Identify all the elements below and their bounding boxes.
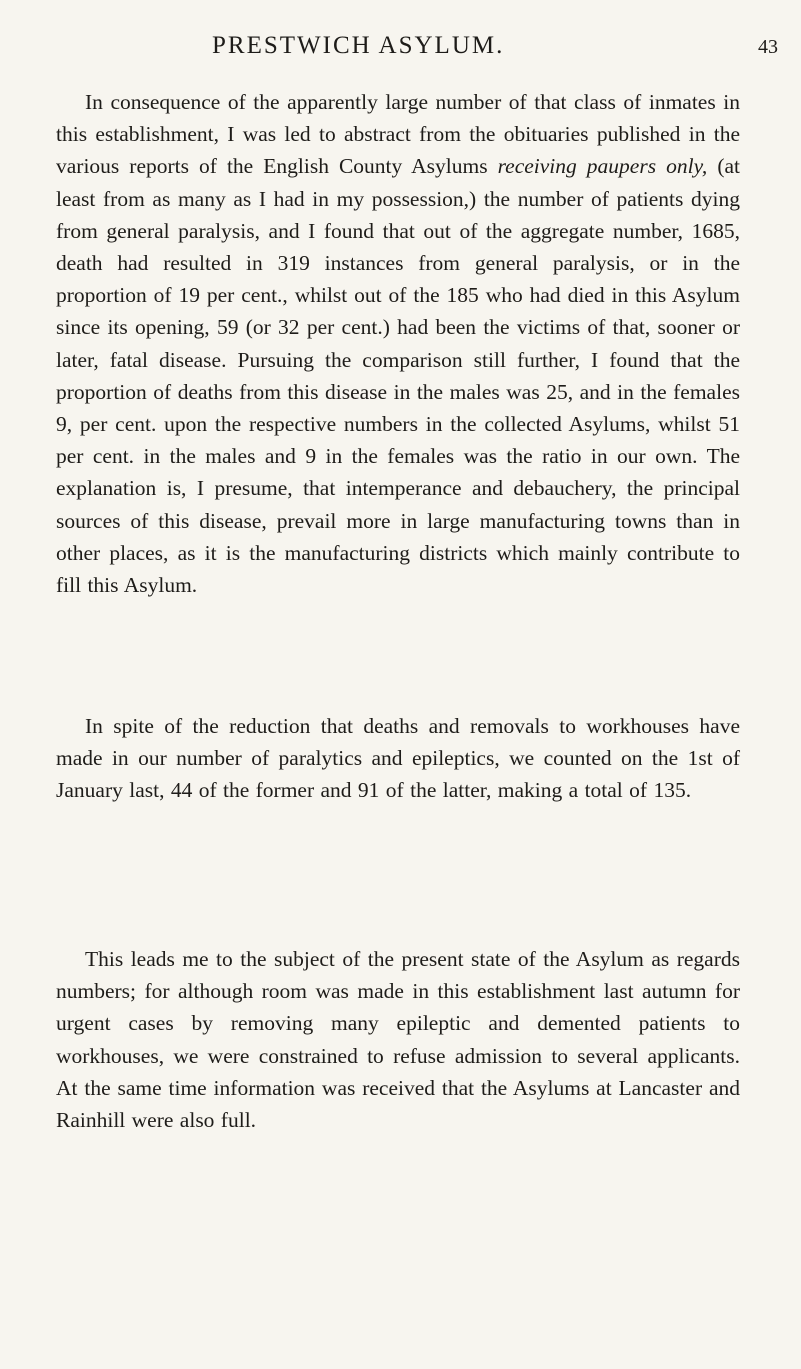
paragraph-1-text (56, 86, 740, 601)
paragraph-1 (56, 86, 740, 601)
page-number: 43 (758, 36, 778, 58)
paragraph-1-emphasis: receiving paupers only, (497, 154, 708, 179)
paragraph-2 (56, 710, 740, 807)
paragraph-1-before: In consequence of the apparently large number of that class of inmates in this establishment, I was led to abstract from the obituaries published in the various reports of the English County Asylums (56, 90, 740, 179)
running-header (0, 28, 801, 68)
paragraph-2-text: In spite of the reduction that deaths and removals to workhouses have made in our number of paralytics and epileptics, we counted on the 1st of January last, 44 of the former and 91 of the latter, making a total of 135. (56, 714, 740, 803)
running-title: PRESTWICH ASYLUM. (212, 32, 505, 59)
paragraph-1-after: (at least from as many as I had in my possession,) the number of patients dying from general paralysis, and I found that out of the aggregate number, 1685, death had resulted in 319 instances from general paralysis, or in the proportion of 19 per cent., whilst out of the 185 who had died in this Asylum since its opening, 59 (or 32 per cent.) had been the victims of that, sooner or later, fatal disease. Pursuing the comparison still further, I found that the proportion of deaths from this disease in the males was 25, and in the females 9, per cent. upon the respective numbers in the collected Asylums, whilst 51 per cent. in the males and 9 in the females was the ratio in our own. The explanation is, I presume, that intemperance and debauchery, the principal sources of this disease, prevail more in large manufacturing towns than in other places, as it is the manufacturing districts which mainly contribute to fill this Asylum. (56, 154, 741, 598)
paragraph-3-text: This leads me to the subject of the present state of the Asylum as regards numbers; for although room was made in this establishment last autumn for urgent cases by removing many epileptic and demented patients to workhouses, we were constrained to refuse admission to several applicants. At the same time information was received that the Asylums at Lancaster and Rainhill were also full. (56, 947, 740, 1133)
paragraph-3 (56, 943, 740, 1136)
